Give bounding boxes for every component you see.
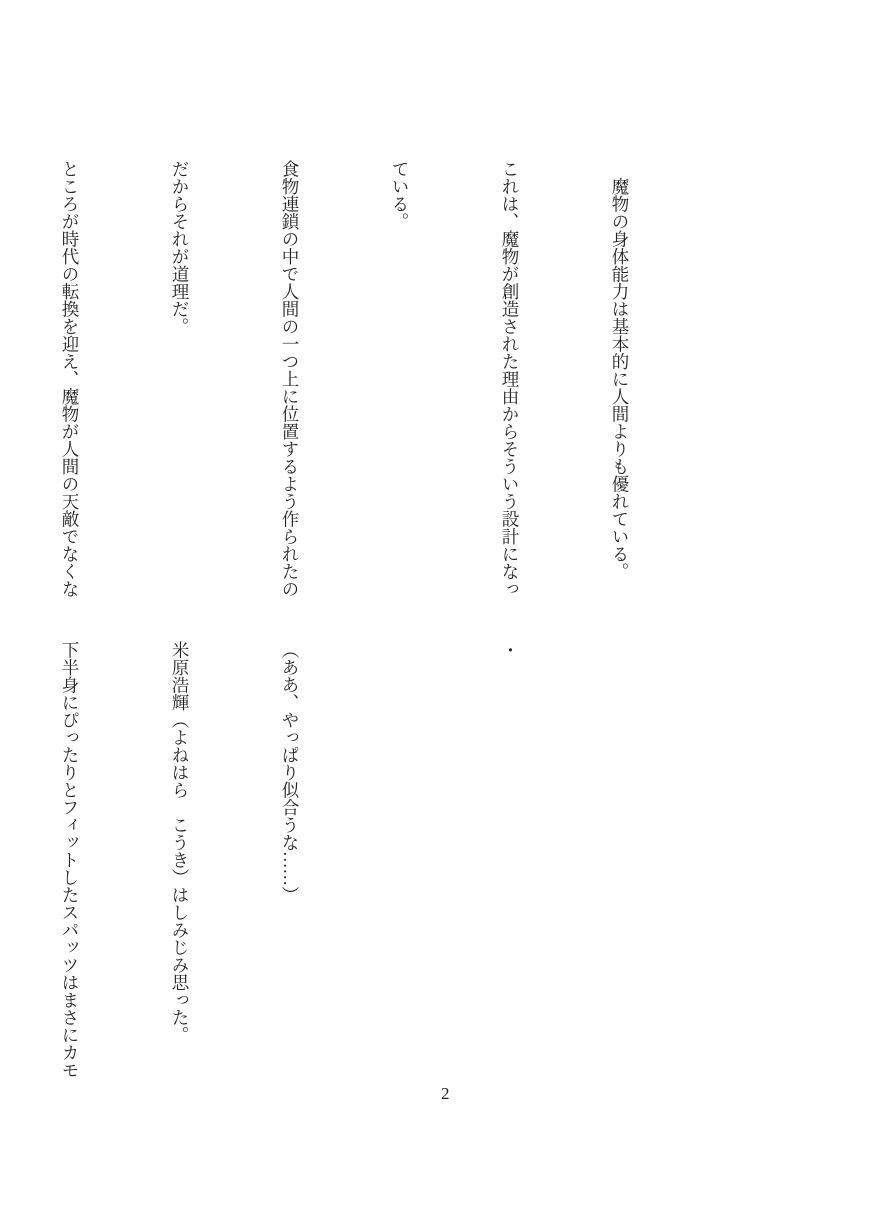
upper-text-block (0, 160, 743, 600)
vertical-text-line: 米原浩輝（よねはら こうき）はしみじみ思った。 (170, 641, 190, 1044)
lower-text-block (0, 641, 743, 1081)
vertical-text-line (606, 641, 634, 1081)
page-number: 2 (441, 1084, 450, 1103)
vertical-text-line: （ああ、やっぱり似合うな……） (280, 641, 300, 904)
vertical-text-line: ところが時代の転換を迎え、魔物が人間の天敵でなくな (60, 160, 80, 598)
vertical-text-line: ・ (500, 641, 520, 659)
vertical-text-line: 下半身にぴったりとフィットしたスパッツはまさにカモ (60, 641, 80, 1079)
vertical-text-line: 食物連鎖の中で人間の一つ上に位置するよう作られたの (280, 160, 300, 598)
vertical-text-line: これは、魔物が創造された理由からそういう設計になっ (500, 160, 520, 598)
vertical-text-line: 魔物の身体能力は基本的に人間よりも優れている。 (610, 160, 630, 580)
vertical-text-line (386, 641, 414, 1081)
vertical-text-line: ている。 (390, 160, 410, 230)
vertical-text-line: だからそれが道理だ。 (170, 160, 190, 335)
